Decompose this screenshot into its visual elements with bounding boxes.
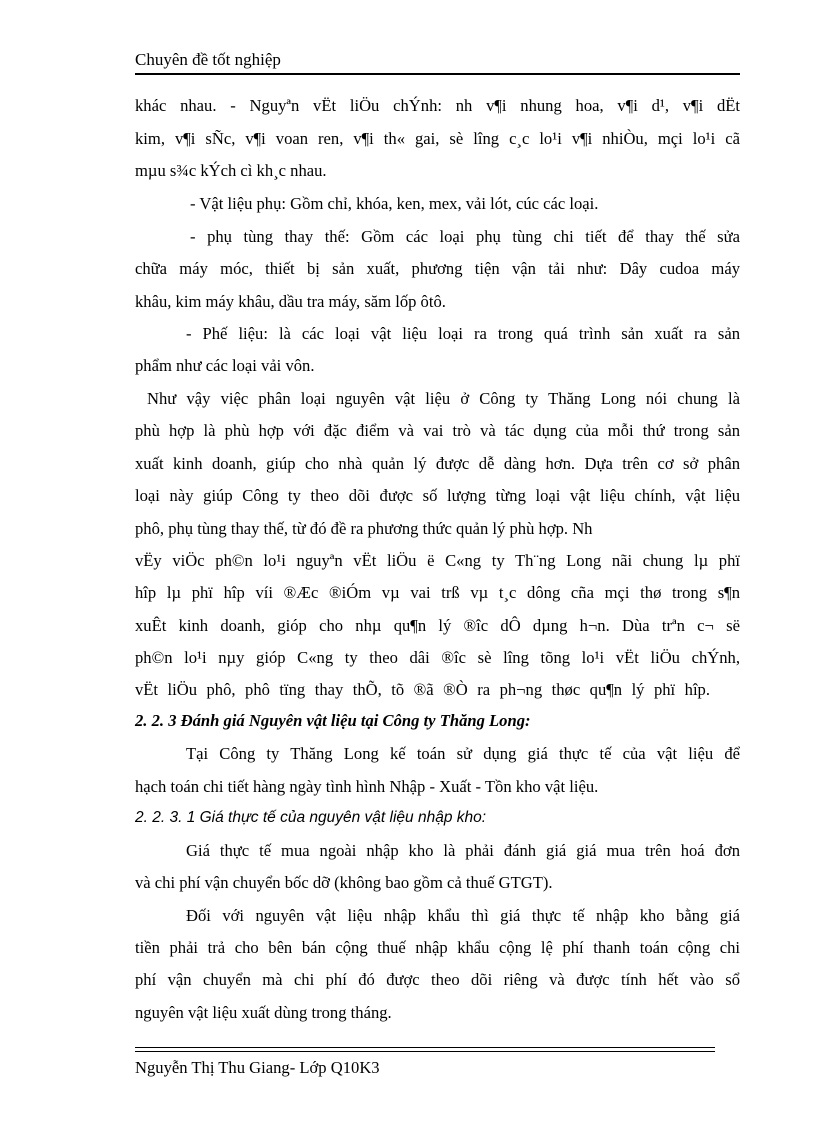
text-line: Tại Công ty Thăng Long kế toán sử dụng giá thực tế của vật liệu để — [186, 744, 740, 763]
text-line: vËy viÖc ph©n lo¹i nguyªn vËt liÖu ë C«ng ty Th¨ng Long nãi chung lµ phï — [135, 551, 740, 570]
footer-divider — [135, 1047, 715, 1048]
text-line: nguyên vật liệu xuất dùng trong tháng. — [135, 1003, 392, 1022]
text-line: ph©n lo¹i nµy gióp C«ng ty theo dâi ®îc sè lîng tõng lo¹i vËt liÖu chÝnh, — [135, 648, 740, 667]
section-heading: 2. 2. 3 Đánh giá Nguyên vật liệu tại Công ty Thăng Long: — [135, 711, 531, 730]
text-line: mµu s¾c kÝch cì kh¸c nhau. — [135, 161, 327, 180]
text-line: phí vận chuyển mà chi phí đó được theo dõi riêng và được tính hết vào sổ — [135, 970, 740, 989]
text-line: - phụ tùng thay thế: Gồm các loại phụ tùng chi tiết để thay thế sửa — [190, 227, 740, 246]
text-line: xuÊt kinh doanh, gióp cho nhµ qu¶n lý ®îc dÔ dµng h¬n. Dùa trªn c¬ së — [135, 616, 740, 635]
text-line: khác nhau. - Nguyªn vËt liÖu chÝnh: nh v¶i nhung hoa, v¶i d¹, v¶i dËt — [135, 96, 740, 115]
subsection-heading: 2. 2. 3. 1 Giá thực tế của nguyên vật liệu nhập kho: — [135, 809, 487, 826]
text-line: khâu, kim máy khâu, dầu tra máy, săm lốp ôtô. — [135, 292, 446, 311]
text-line: phô, phụ tùng thay thế, từ đó đề ra phương thức quản lý phù hợp. Nh — [135, 519, 593, 538]
page-header — [135, 47, 740, 75]
footer-divider — [135, 1051, 715, 1052]
text-line: Đối với nguyên vật liệu nhập khẩu thì giá thực tế nhập kho bằng giá — [186, 906, 740, 925]
text-line: vËt liÖu phô, phô tïng thay thÕ, tõ ®ã ®Ò ra ph¬ng thøc qu¶n lý phï hîp. — [135, 680, 710, 699]
text-line: tiền phải trả cho bên bán cộng thuế nhập khẩu cộng lệ phí thanh toán cộng chi — [135, 938, 740, 957]
text-line: Giá thực tế mua ngoài nhập kho là phải đánh giá giá mua trên hoá đơn — [186, 841, 740, 860]
text-line: hîp lµ phï hîp víi ®Æc ®iÓm vµ vai trß vµ t¸c dông cña mçi thø trong s¶n — [135, 583, 740, 602]
text-line: phù hợp là phù hợp với đặc điểm và vai trò và tác dụng của mỗi thứ trong sản — [135, 421, 740, 440]
text-line: loại này giúp Công ty theo dõi được số lượng từng loại vật liệu chính, vật liệu — [135, 486, 740, 505]
text-line: và chi phí vận chuyển bốc dỡ (không bao gồm cả thuế GTGT). — [135, 873, 553, 892]
text-line: - Vật liệu phụ: Gồm chỉ, khóa, ken, mex, vải lót, cúc các loại. — [190, 194, 599, 213]
text-line: phẩm như các loại vải vôn. — [135, 356, 315, 375]
header-title: Chuyên đề tốt nghiệp — [135, 50, 281, 69]
text-line: kim, v¶i sÑc, v¶i voan ren, v¶i th« gai, sè lîng c¸c lo¹i v¶i nhiÒu, mçi lo¹i cã — [135, 129, 740, 148]
footer-author: Nguyễn Thị Thu Giang- Lớp Q10K3 — [135, 1058, 380, 1077]
text-line: chữa máy móc, thiết bị sản xuất, phương tiện vận tải như: Dây cudoa máy — [135, 259, 740, 278]
text-line: Như vậy việc phân loại nguyên vật liệu ở Công ty Thăng Long nói chung là — [147, 389, 740, 408]
text-line: - Phế liệu: là các loại vật liệu loại ra trong quá trình sản xuất ra sản — [186, 324, 740, 343]
text-line: hạch toán chi tiết hàng ngày tình hình Nhập - Xuất - Tồn kho vật liệu. — [135, 777, 599, 796]
text-line: xuất kinh doanh, giúp cho nhà quản lý được dễ dàng hơn. Dựa trên cơ sở phân — [135, 454, 740, 473]
